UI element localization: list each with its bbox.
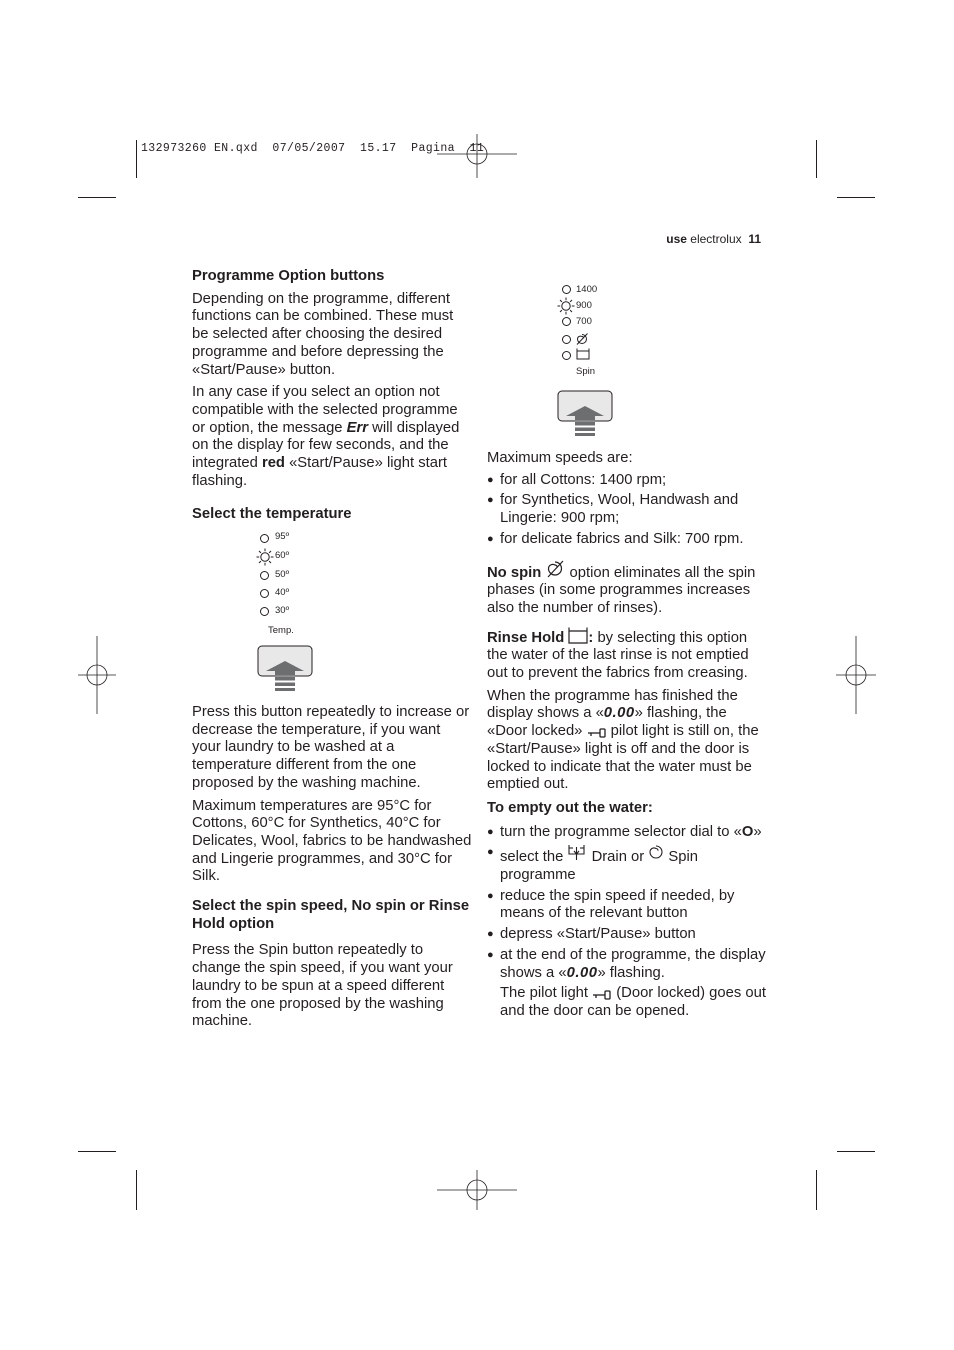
temp-option-60: 60º — [275, 550, 290, 561]
err-message: Err — [346, 419, 369, 436]
rinse-hold-label: Rinse Hold — [487, 629, 565, 646]
paragraph-max-speeds: Maximum speeds are: — [487, 450, 633, 466]
registration-mark-bottom — [437, 1168, 517, 1212]
paragraph-intro: Depending on the programme, different functions can be combined. These must be selected after choosing the desired programme and before depressing the «Start/Pause» button. — [192, 290, 454, 378]
header-section: use — [666, 232, 687, 246]
registration-mark-left — [76, 636, 120, 714]
paragraph-rinse-hold: Rinse Hold : by selecting this option the water of the last rinse is not emptied out to prevent the fabrics from creasing. — [487, 627, 767, 683]
heading-programme-options: Programme Option buttons — [192, 268, 385, 284]
spin-option-900: 900 — [576, 300, 592, 311]
paragraph-err: In any case if you select an option not compatible with the selected programme or option, the message Err will displayed on the display for few seconds, and the integrated red «Start/Pause» light start flashing. — [192, 384, 460, 489]
display-value: 0.00 — [566, 964, 598, 981]
temp-panel-label: Temp. — [268, 625, 294, 636]
empty-steps-list — [487, 824, 767, 1021]
paragraph-temp-press: Press this button repeatedly to increase or decrease the temperature, if you want your laundry to be washed at a temperature different from the one proposed by the washing machine. — [192, 704, 470, 791]
temp-option-95: 95º — [275, 531, 290, 542]
no-spin-icon — [575, 332, 589, 346]
door-locked-icon — [592, 990, 612, 1000]
paragraph-when-finished: When the programme has finished the display shows a «0.00» flashing, the «Door locked» pilot light is still on, the «Start/Pause» light is off and the door is locked to indicate that the water must be emptied out. — [487, 687, 759, 793]
heading-select-temperature: Select the temperature — [192, 506, 352, 522]
temp-option-40: 40º — [275, 587, 290, 598]
spin-button[interactable] — [556, 389, 614, 437]
header-brand: electrolux — [690, 232, 742, 246]
rinse-hold-icon — [576, 348, 590, 360]
list-item: ● for all Cottons: 1400 rpm; — [487, 471, 667, 488]
spin-option-700: 700 — [576, 316, 592, 327]
temp-button[interactable] — [256, 644, 314, 692]
heading-empty-water: To empty out the water: — [487, 799, 653, 816]
list-item: ● for delicate fabrics and Silk: 700 rpm. — [487, 530, 744, 547]
heading-temp-wrap — [192, 506, 472, 529]
list-item: ● for Synthetics, Wool, Handwash and Lingerie: 900 rpm; — [487, 492, 739, 527]
left-column-spin — [192, 898, 472, 1036]
display-value: 0.00 — [603, 705, 635, 722]
left-column-lower — [192, 704, 472, 891]
sun-indicator-icon — [256, 548, 274, 566]
page-number: 11 — [748, 232, 761, 246]
off-position-label: O — [741, 823, 754, 840]
list-item: ● reduce the spin speed if needed, by means of the relevant button — [487, 887, 735, 922]
rinse-hold-icon — [568, 627, 588, 644]
running-header — [666, 232, 761, 246]
spin-panel-label: Spin — [576, 366, 596, 377]
paragraph-max-temps: Maximum temperatures are 95°C for Cottons, 60°C for Synthetics, 40°C for Delicates, Wool, fabrics to be handwashed and Lingerie programmes, and 30°C for Silk. — [192, 797, 472, 885]
list-item: ● turn the programme selector dial to «O» — [487, 823, 762, 840]
temp-option-30: 30º — [275, 605, 290, 616]
temp-option-50: 50º — [275, 569, 290, 580]
list-item: ● select the Drain or Spin programme — [487, 846, 699, 884]
speed-list — [487, 472, 767, 549]
door-locked-icon — [587, 728, 607, 738]
paragraph-no-spin: No spin option eliminates all the spin phases (in some programmes increases also the number of rinses). — [487, 559, 767, 618]
heading-select-spin: Select the spin speed, No spin or Rinse Hold option — [192, 898, 470, 932]
red-label: red — [261, 455, 285, 472]
sun-indicator-icon — [557, 297, 575, 315]
spin-option-1400: 1400 — [576, 284, 598, 295]
drain-icon — [567, 844, 587, 862]
left-column — [192, 268, 472, 495]
paragraph-spin-press: Press the Spin button repeatedly to change the spin speed, if you want your laundry to be spun at a speed different from the one proposed by the washing machine. — [192, 942, 453, 1030]
no-spin-icon — [545, 559, 565, 579]
list-item: ● depress «Start/Pause» button — [487, 926, 696, 943]
list-item: ● at the end of the programme, the display shows a «0.00» flashing. The pilot light (Door locked) goes out and the door can be opened. — [487, 946, 766, 1019]
no-spin-label: No spin — [487, 564, 542, 581]
registration-mark-right — [834, 636, 878, 714]
registration-mark-top — [437, 130, 517, 190]
right-column — [487, 450, 767, 1024]
spin-icon — [648, 844, 664, 860]
file-slug: 132973260 EN.qxd 07/05/2007 15.17 Pagina 11 — [141, 142, 485, 155]
